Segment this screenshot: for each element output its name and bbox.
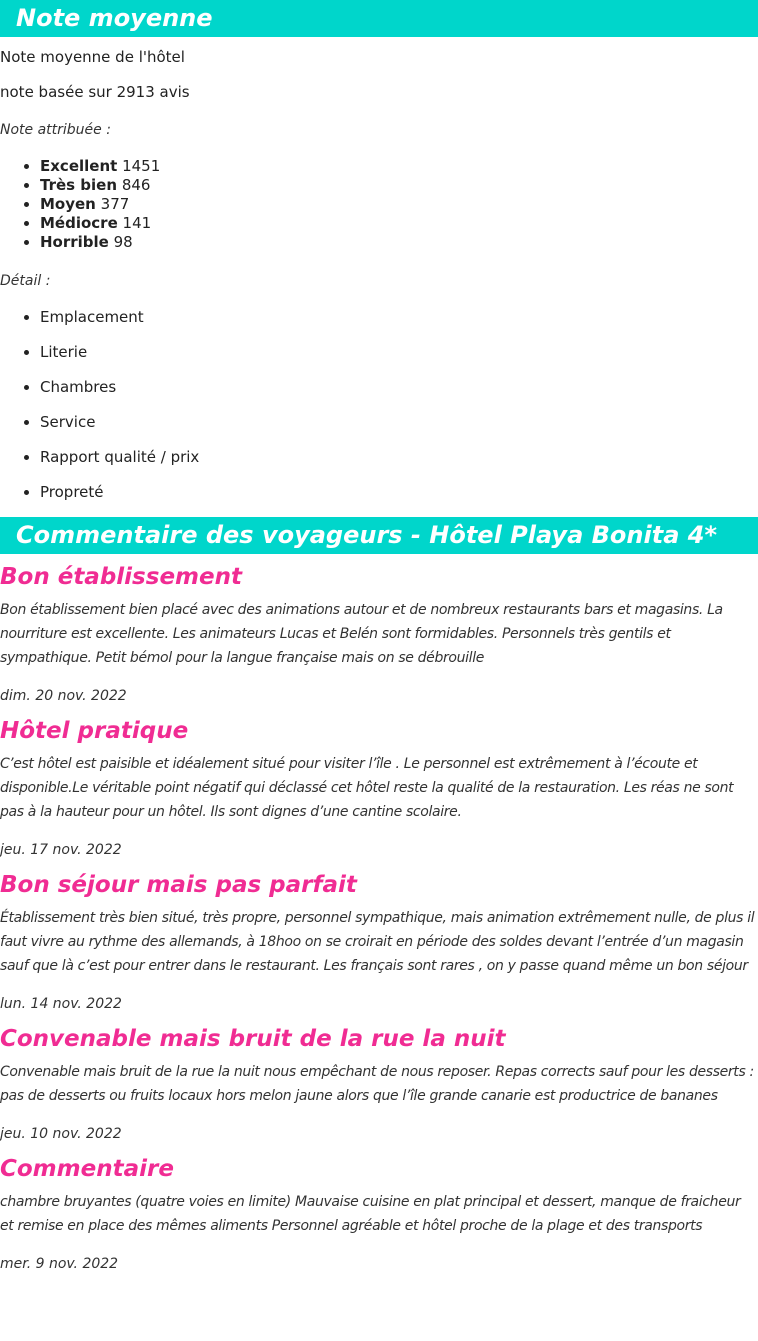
review-title: Bon séjour mais pas parfait bbox=[0, 872, 357, 898]
review-date: jeu. 10 nov. 2022 bbox=[0, 1126, 122, 1142]
review-text: C’est hôtel est paisible et idéalement situé pour visiter l’île . Le personnel est extrêmement à l’écoute et disponible.Le véritable point négatif qui déclassé cet hôtel reste la qualité de la restauration. Les réas ne sont pas à la hauteur pour un hôtel. Ils sont dignes d’une cantine scolaire. bbox=[0, 756, 734, 820]
rating-section-header: Note moyenne bbox=[0, 0, 758, 37]
detail-item-service: • Service bbox=[40, 413, 758, 432]
review-text: Établissement très bien situé, très propre, personnel sympathique, mais animation extrêmement nulle, de plus il faut vivre au rythme des allemands, à 18hoo on se croirait en période des soldes devant l’entrée d’un magasin sauf que là c’est pour entrer dans le restaurant. Les français sont rares , on y passe quand même un bon séjour bbox=[0, 910, 755, 974]
details-list bbox=[0, 308, 758, 502]
rating-item-mediocre: • Médiocre 141 bbox=[40, 214, 758, 233]
review-text: chambre bruyantes (quatre voies en limite) Mauvaise cuisine en plat principal et dessert, manque de fraicheur et remise en place des mêmes aliments Personnel agréable et hôtel proche de la plage et des transports bbox=[0, 1194, 741, 1234]
rating-item-moyen: • Moyen 377 bbox=[40, 195, 758, 214]
review-date: dim. 20 nov. 2022 bbox=[0, 688, 127, 704]
review-text: Convenable mais bruit de la rue la nuit nous empêchant de nous reposer. Repas corrects sauf pour les desserts : pas de desserts ou fruits locaux hors melon jaune alors que l’île grande canarie est productrice de bananes bbox=[0, 1064, 754, 1104]
review-text: Bon établissement bien placé avec des animations autour et de nombreux restaurants bars et magasins. La nourriture est excellente. Les animateurs Lucas et Belén sont formidables. Personnels très gentils et sympathique. Petit bémol pour la langue française mais on se débrouille bbox=[0, 602, 723, 666]
rating-based-on: note basée sur 2913 avis bbox=[0, 83, 190, 101]
rating-attributed-label: Note attribuée : bbox=[0, 122, 111, 138]
detail-label: Détail : bbox=[0, 273, 51, 289]
detail-item-rapport-qualite-prix: • Rapport qualité / prix bbox=[40, 448, 758, 467]
detail-item-literie: • Literie bbox=[40, 343, 758, 362]
reviews-section-header: Commentaire des voyageurs - Hôtel Playa Bonita 4* bbox=[0, 517, 758, 554]
rating-item-excellent: • Excellent 1451 bbox=[40, 157, 758, 176]
review-date: mer. 9 nov. 2022 bbox=[0, 1256, 119, 1272]
review-item bbox=[0, 706, 758, 860]
review-item bbox=[0, 860, 758, 1014]
review-item bbox=[0, 554, 758, 706]
rating-item-horrible: • Horrible 98 bbox=[40, 233, 758, 252]
review-date: jeu. 17 nov. 2022 bbox=[0, 842, 122, 858]
detail-item-proprete: • Propreté bbox=[40, 483, 758, 502]
rating-item-tres-bien: • Très bien 846 bbox=[40, 176, 758, 195]
review-title: Bon établissement bbox=[0, 564, 242, 590]
review-title: Convenable mais bruit de la rue la nuit bbox=[0, 1026, 506, 1052]
review-title: Hôtel pratique bbox=[0, 718, 189, 744]
ratings-list bbox=[0, 157, 758, 252]
review-title: Commentaire bbox=[0, 1156, 174, 1182]
rating-subtitle: Note moyenne de l'hôtel bbox=[0, 48, 185, 66]
detail-item-emplacement: • Emplacement bbox=[40, 308, 758, 327]
detail-item-chambres: • Chambres bbox=[40, 378, 758, 397]
review-item bbox=[0, 1014, 758, 1144]
review-item bbox=[0, 1144, 758, 1274]
review-date: lun. 14 nov. 2022 bbox=[0, 996, 122, 1012]
